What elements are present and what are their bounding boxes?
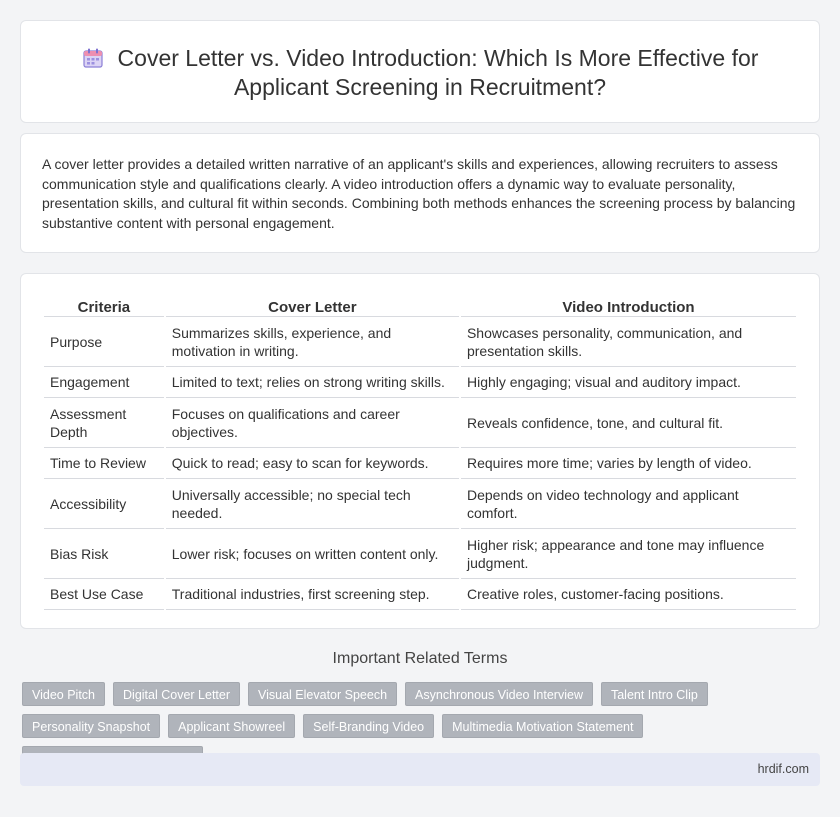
cover-letter-cell: Quick to read; easy to scan for keywords.: [166, 448, 459, 479]
summary-card: [20, 133, 820, 253]
criteria-cell: Bias Risk: [44, 529, 164, 579]
related-tag[interactable]: Multimedia Motivation Statement: [442, 714, 643, 738]
footer-site-link[interactable]: hrdif.com: [757, 762, 809, 776]
criteria-cell: Accessibility: [44, 479, 164, 529]
related-tag[interactable]: Self-Branding Video: [303, 714, 434, 738]
footer: [20, 753, 820, 786]
table-row: [44, 367, 796, 398]
summary-text: A cover letter provides a detailed written narrative of an applicant's skills and experiences, allowing recruiters to assess communication style and qualifications clearly. A video introduction offers a dynamic way to evaluate personality, presentation skills, and cultural fit within seconds. Combining both methods enhances the screening process by balancing substantive content with personal engagement.: [42, 156, 796, 231]
table-row: [44, 398, 796, 448]
cover-letter-cell: Limited to text; relies on strong writing skills.: [166, 367, 459, 398]
table-row: [44, 317, 796, 367]
comparison-card: [20, 273, 820, 629]
related-tag[interactable]: Applicant Showreel: [168, 714, 295, 738]
page-title: [21, 44, 819, 102]
related-tag[interactable]: Asynchronous Video Interview: [405, 682, 593, 706]
criteria-cell: Time to Review: [44, 448, 164, 479]
calendar-icon: [82, 47, 104, 69]
related-terms-title: Important Related Terms: [332, 650, 508, 667]
related-tag[interactable]: Video Pitch: [22, 682, 105, 706]
comparison-table: [42, 295, 798, 610]
video-introduction-cell: Highly engaging; visual and auditory impact.: [461, 367, 796, 398]
video-introduction-cell: Depends on video technology and applicant comfort.: [461, 479, 796, 529]
header-cover-letter: Cover Letter: [166, 295, 459, 317]
cover-letter-cell: Summarizes skills, experience, and motivation in writing.: [166, 317, 459, 367]
title-line-1: Cover Letter vs. Video Introduction: Which Is More Effective for: [117, 45, 759, 71]
video-introduction-cell: Higher risk; appearance and tone may influence judgment.: [461, 529, 796, 579]
related-tag[interactable]: Talent Intro Clip: [601, 682, 708, 706]
table-row: [44, 579, 796, 610]
criteria-cell: Best Use Case: [44, 579, 164, 610]
criteria-cell: Engagement: [44, 367, 164, 398]
table-row: [44, 448, 796, 479]
header-video-introduction: Video Introduction: [461, 295, 796, 317]
cover-letter-cell: Lower risk; focuses on written content only.: [166, 529, 459, 579]
title-card: [20, 20, 820, 123]
cover-letter-cell: Traditional industries, first screening step.: [166, 579, 459, 610]
video-introduction-cell: Reveals confidence, tone, and cultural fit.: [461, 398, 796, 448]
criteria-cell: Purpose: [44, 317, 164, 367]
video-introduction-cell: Requires more time; varies by length of video.: [461, 448, 796, 479]
related-tag[interactable]: Personality Snapshot: [22, 714, 160, 738]
cover-letter-cell: Universally accessible; no special tech needed.: [166, 479, 459, 529]
header-criteria: Criteria: [44, 295, 164, 317]
table-header-row: [44, 295, 796, 317]
table-row: [44, 479, 796, 529]
title-line-2: Applicant Screening in Recruitment?: [233, 74, 607, 100]
related-tag[interactable]: Visual Elevator Speech: [248, 682, 397, 706]
criteria-cell: Assessment Depth: [44, 398, 164, 448]
cover-letter-cell: Focuses on qualifications and career objectives.: [166, 398, 459, 448]
related-tag[interactable]: Digital Cover Letter: [113, 682, 240, 706]
video-introduction-cell: Showcases personality, communication, and presentation skills.: [461, 317, 796, 367]
table-row: [44, 529, 796, 579]
video-introduction-cell: Creative roles, customer-facing positions.: [461, 579, 796, 610]
